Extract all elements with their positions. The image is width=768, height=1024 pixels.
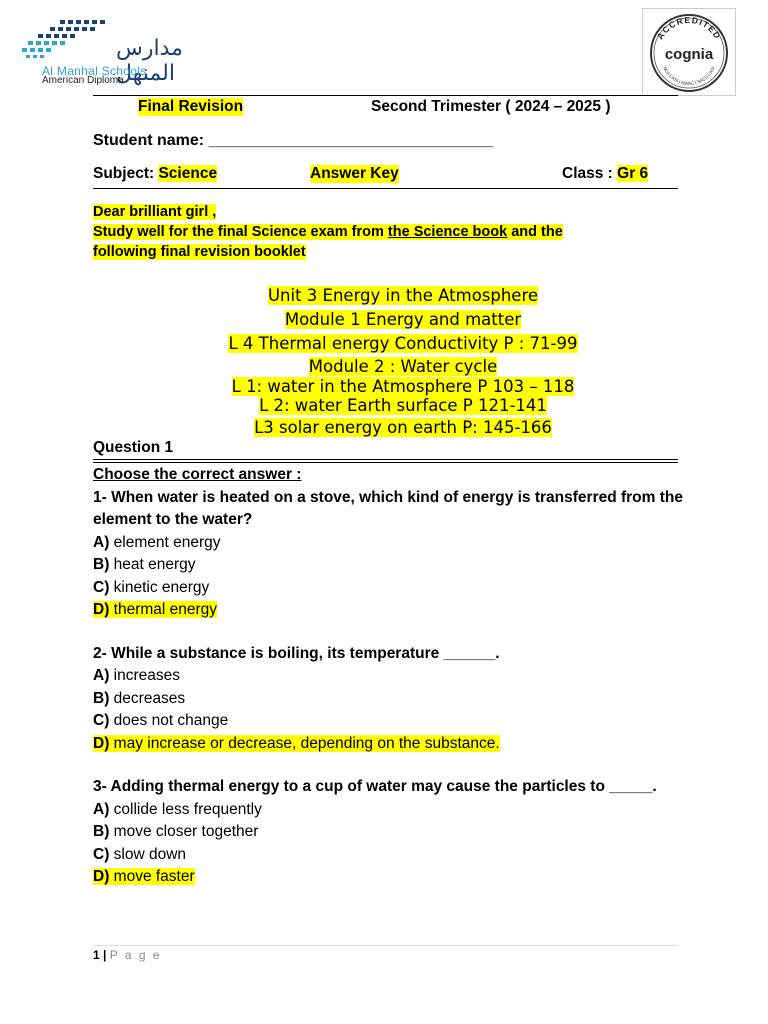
unit-line: L3 solar energy on earth P: 145-166 xyxy=(254,418,552,437)
option-d-answer: D) thermal energy xyxy=(93,601,218,618)
option-c: C) does not change xyxy=(93,712,229,729)
accreditation-seal-icon xyxy=(643,9,735,95)
class-row xyxy=(562,165,648,183)
unit-line: L 2: water Earth surface P 121-141 xyxy=(259,396,547,415)
question-rule-2 xyxy=(93,462,678,463)
logo-subtitle: American Diploma xyxy=(42,75,124,86)
header-bottom-rule xyxy=(93,188,678,189)
class-value: Gr 6 xyxy=(617,165,649,182)
instruction-text: Choose the correct answer : xyxy=(93,466,302,483)
option-d-answer: D) may increase or decrease, depending on the substance. xyxy=(93,734,500,752)
intro-line-3: following final revision booklet xyxy=(93,244,306,260)
option-a: A) collide less frequently xyxy=(93,800,262,818)
option-d-answer: D) move faster xyxy=(93,868,195,885)
question-rule-1 xyxy=(93,459,678,460)
trimester-label: Second Trimester ( 2024 – 2025 ) xyxy=(371,98,611,115)
page-label: P a g e xyxy=(109,948,162,962)
option-b: B) move closer together xyxy=(93,823,259,840)
unit-line: Module 1 Energy and matter xyxy=(284,310,522,329)
option-a: A) increases xyxy=(93,667,181,684)
option-c: C) kinetic energy xyxy=(93,578,210,596)
svg-text:ACCREDITED xyxy=(655,15,723,41)
svg-text:NCA CASI | NWAC | SACS CASI xyxy=(662,66,716,86)
student-name-field: Student name: ________________________________ xyxy=(93,132,494,149)
seal-brand: cognia xyxy=(664,46,714,63)
revision-title: Final Revision xyxy=(138,98,244,115)
unit-line: L 1: water in the Atmosphere P 103 – 118 xyxy=(231,377,575,396)
seal-top-text: ACCREDITED xyxy=(654,14,724,42)
option-a: A) element energy xyxy=(93,533,221,551)
subject-value: Science xyxy=(158,165,218,182)
logo-english-text: Al Manhal Schools xyxy=(42,64,147,78)
page-footer xyxy=(93,948,162,962)
seal-bottom-text: NCA CASI | NWAC | SACS CASI xyxy=(662,65,716,87)
questions-block xyxy=(93,464,703,889)
subject-label: Subject: xyxy=(93,165,155,182)
footer-rule xyxy=(93,945,678,946)
logo-dots-icon xyxy=(20,18,110,64)
question-text: 2- While a substance is boiling, its temperature ______. xyxy=(93,644,500,662)
subject-row xyxy=(93,165,217,183)
option-b: B) decreases xyxy=(93,689,186,707)
option-c: C) slow down xyxy=(93,845,187,863)
answer-key-label: Answer Key xyxy=(310,165,399,182)
footer-separator: | xyxy=(99,948,110,962)
unit-line: Unit 3 Energy in the Atmosphere xyxy=(267,286,539,305)
class-label: Class : xyxy=(562,165,613,182)
page-number: 1 xyxy=(93,948,100,962)
intro-line-1: Dear brilliant girl , xyxy=(93,204,217,220)
school-logo xyxy=(20,18,200,88)
intro-line-2b: and the xyxy=(507,224,563,240)
intro-book-link: the Science book xyxy=(387,224,508,240)
question-text: 1- When water is heated on a stove, which kind of energy is transferred from the element to the water? xyxy=(93,488,683,528)
logo-arabic-text: مدارس المنهل xyxy=(116,36,183,86)
intro-text xyxy=(93,202,693,262)
unit-line: L 4 Thermal energy Conductivity P : 71-99 xyxy=(228,334,578,353)
question-text: 3- Adding thermal energy to a cup of water may cause the particles to _____. xyxy=(93,778,657,795)
option-b: B) heat energy xyxy=(93,556,196,573)
intro-line-2a: Study well for the final Science exam from xyxy=(93,224,388,240)
header-top-rule xyxy=(93,95,678,96)
unit-line: Module 2 : Water cycle xyxy=(308,357,498,376)
units-list xyxy=(93,284,713,440)
cognia-accreditation-seal xyxy=(642,8,736,96)
question-heading: Question 1 xyxy=(93,439,174,456)
